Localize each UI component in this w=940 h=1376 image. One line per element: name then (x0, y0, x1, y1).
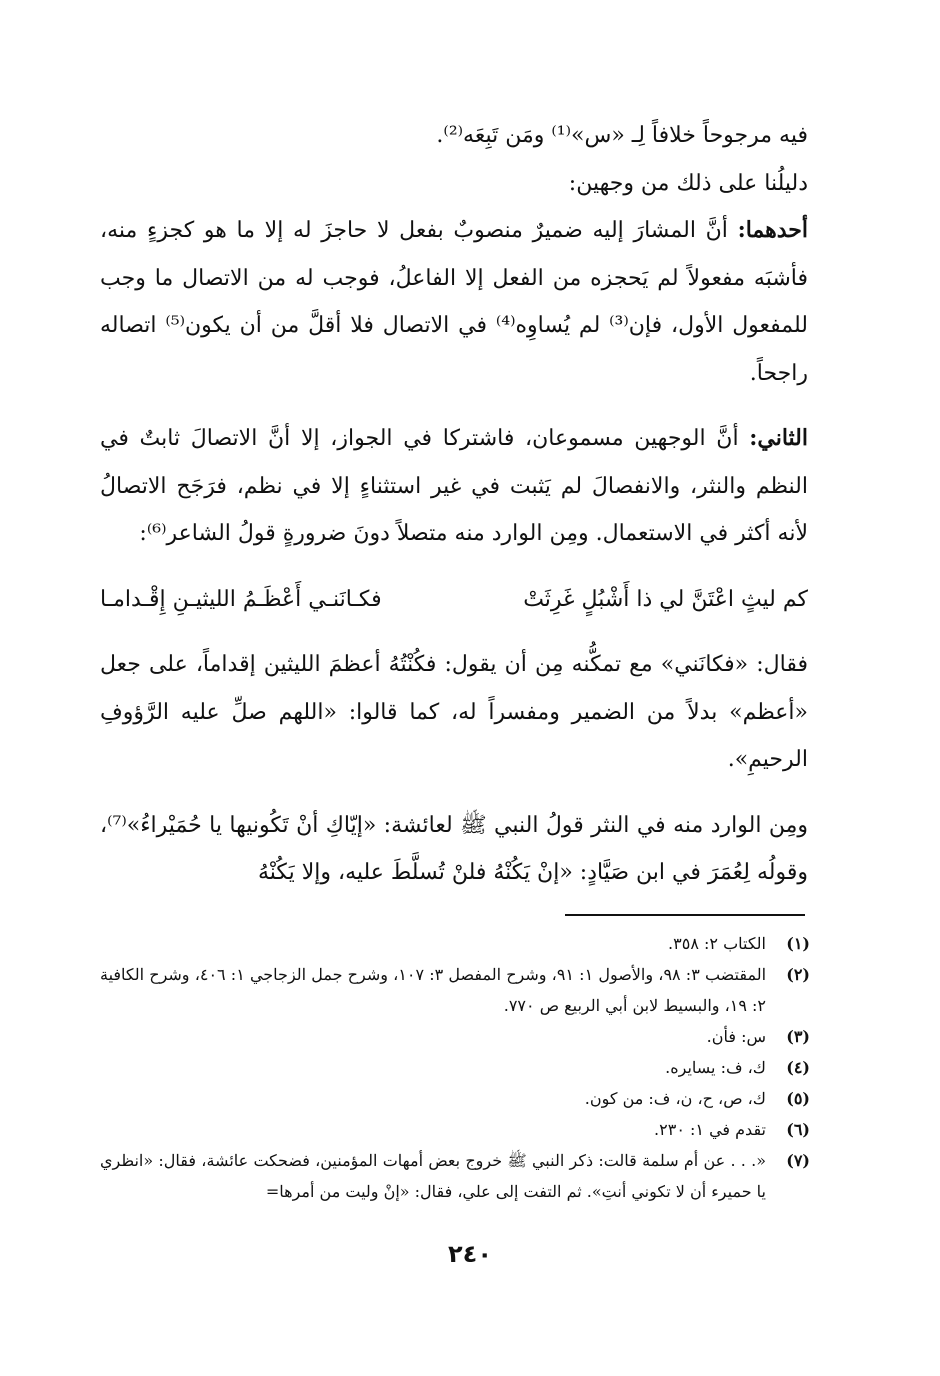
paragraph-1: فيه مرجوحاً خلافاً لِـ «س»⁽¹⁾ ومَن تَبِعَه⁽²⁾. (436, 123, 808, 148)
footnote-divider (565, 914, 805, 916)
footnote-3 (100, 1021, 810, 1052)
footnote-number: (١) (786, 934, 810, 953)
footnote-text: ك، ص، ح، ن، ف: من كون. (584, 1089, 766, 1108)
footnote-number: (٦) (786, 1120, 810, 1139)
footnote-number: (٤) (786, 1058, 810, 1077)
footnote-text: س: فأن. (706, 1027, 766, 1046)
footnote-number: (٢) (786, 965, 810, 984)
footnote-5 (100, 1083, 810, 1114)
footnote-1 (100, 928, 810, 959)
verse-first-hemistich: كم ليثٍ اعْتَنَّ لي ذا أَشْبُلٍ غَرِثَتْ (523, 586, 808, 612)
footnote-4 (100, 1052, 810, 1083)
footnote-2 (100, 959, 810, 1021)
footnote-text: ك، ف: يسايره. (665, 1058, 766, 1077)
main-text (100, 112, 808, 897)
paragraph-5: فقال: «فكانَني» مع تمكُّنه مِن أن يقول: فكُنْتُهُ أعظمَ الليثين إقداماً، على جعل «أعظم» بدلاً من الضمير ومفسراً له، كما قالوا: «اللهم صلِّ عليه الرَّؤوفِ الرحيمِ». (100, 652, 808, 772)
footnote-text: الكتاب ٢: ٣٥٨. (668, 934, 766, 953)
page-number: ٢٤٠ (448, 1240, 492, 1268)
footnote-number: (٥) (786, 1089, 810, 1108)
poetry-verse (100, 576, 808, 624)
paragraph-3 (100, 207, 808, 397)
footnote-7 (100, 1145, 810, 1207)
footnotes (100, 928, 810, 1207)
paragraph-3-lead: أحدهما: (737, 217, 808, 243)
paragraph-4 (100, 415, 808, 558)
paragraph-3-body: أنَّ المشارَ إليه ضميرٌ منصوبٌ بفعل لا حاجزَ له إلا ما هو كجزءٍ منه، فأشبَه مفعولاً لم يَحجزه من الفعل إلا الفاعلُ، فوجب له من الاتصال ما وجب للمفعول الأول، فإن⁽³⁾ لم يُساوِه⁽⁴⁾ في الاتصال فلا أقلَّ من أن يكون⁽⁵⁾ اتصاله راجحاً. (100, 218, 808, 386)
footnote-number: (٧) (786, 1151, 810, 1170)
footnote-text: «. . . عن أم سلمة قالت: ذكر النبي ﷺ خروج بعض أمهات المؤمنين، فضحكت عائشة، فقال: «انظري يا حميرء أن لا تكوني أنتِ». ثم التفت إلى علي، فقال: «إنْ وليت من أمرها= (100, 1151, 766, 1201)
paragraph-6: ومِن الوارد منه في النثر قولُ النبي ﷺ لعائشة: «إيّاكِ أنْ تَكُونيها يا حُمَيْراءُ»⁽⁷⁾، وقولُه لِعُمَرَ في ابن صَيَّادٍ: «إنْ يَكُنْهُ فلنْ تُسلَّطَ عليه، وإلا يَكُنْهُ (100, 812, 808, 885)
footnote-text: تقدم في ١: ٢٣٠. (654, 1120, 766, 1139)
footnote-number: (٣) (786, 1027, 810, 1046)
verse-second-hemistich: فكـانَنـي أَعْظَـمُ الليثيـنِ إِقْـدامـا (100, 586, 382, 612)
paragraph-2: دليلُنا على ذلك من وجهين: (568, 170, 808, 196)
footnote-text: المقتضب ٣: ٩٨، والأصول ١: ٩١، وشرح المفصل ٣: ١٠٧، وشرح جمل الزجاجي ١: ٤٠٦، وشرح الكافية ٢: ١٩، والبسيط لابن أبي الربيع ص ٧٧٠. (100, 965, 767, 1015)
footnote-6 (100, 1114, 810, 1145)
paragraph-4-body: أنَّ الوجهين مسموعان، فاشتركا في الجواز، إلا أنَّ الاتصالَ ثابتٌ في النظم والنثر، والانفصالَ لم يَثبت في غير استثناءٍ إلا في نظم، فرَجَح الاتصالُ لأنه أكثر في الاستعمال. ومِن الوارد منه متصلاً دونَ ضرورةٍ قولُ الشاعر⁽⁶⁾: (100, 426, 808, 546)
paragraph-4-lead: الثاني: (749, 425, 808, 451)
